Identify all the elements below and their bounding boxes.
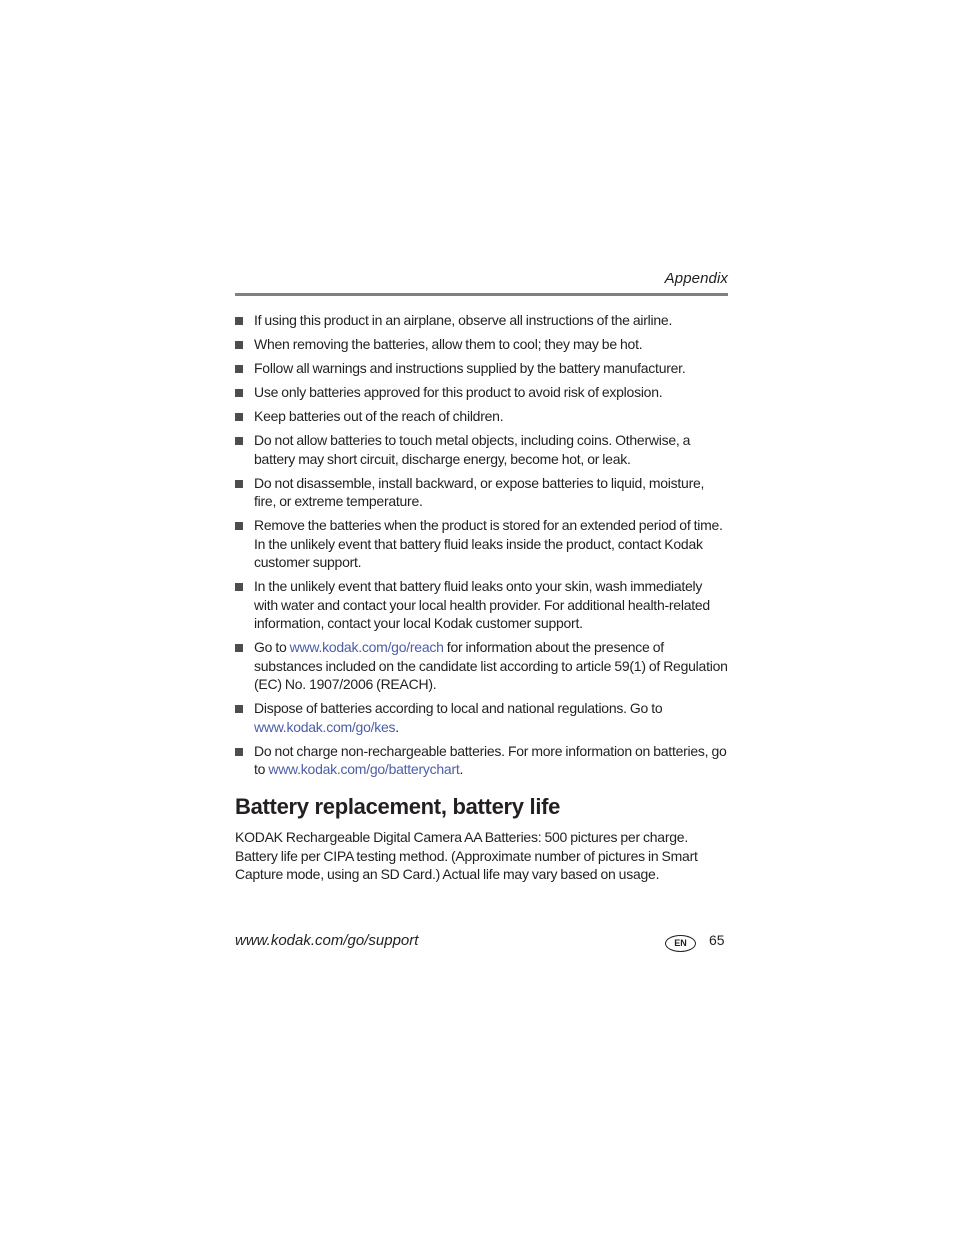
bullet-text-segment: Follow all warnings and instructions supplied by the battery manufacturer. bbox=[254, 360, 686, 376]
bullet-square-icon bbox=[235, 480, 243, 488]
bullet-text-segment: Do not disassemble, install backward, or expose batteries to liquid, moisture, fire, or extreme temperature. bbox=[254, 474, 705, 509]
bullet-text-segment: Do not allow batteries to touch metal objects, including coins. Otherwise, a battery may short circuit, discharge energy, become hot, or leak. bbox=[254, 432, 691, 467]
section-body: KODAK Rechargeable Digital Camera AA Batteries: 500 pictures per charge. Battery life per CIPA testing method. (Approximate number of pictures in Smart Capture mode, using an SD Card.) Actual life may vary based on usage. bbox=[235, 829, 698, 882]
web-link[interactable]: www.kodak.com/go/batterychart bbox=[268, 761, 460, 777]
safety-bullet-list bbox=[235, 311, 728, 784]
running-header: Appendix bbox=[664, 270, 728, 287]
bullet-text-segment: Go to bbox=[254, 639, 290, 655]
bullet-item bbox=[235, 359, 728, 378]
bullet-square-icon bbox=[235, 317, 243, 325]
bullet-text bbox=[254, 431, 728, 468]
bullet-item bbox=[235, 474, 728, 511]
manual-page bbox=[235, 0, 728, 1235]
footer-support-url[interactable]: www.kodak.com/go/support bbox=[235, 932, 419, 949]
bullet-square-icon bbox=[235, 437, 243, 445]
bullet-text-segment: In the unlikely event that battery fluid leaks onto your skin, wash immediately with water and contact your local health provider. For additional health-related information, contact your local Kodak customer support. bbox=[254, 578, 710, 631]
web-link[interactable]: www.kodak.com/go/reach bbox=[289, 639, 444, 655]
bullet-text-segment: If using this product in an airplane, observe all instructions of the airline. bbox=[254, 312, 673, 328]
bullet-text bbox=[254, 577, 728, 633]
bullet-text bbox=[254, 516, 728, 572]
bullet-square-icon bbox=[235, 341, 243, 349]
bullet-text-segment: Keep batteries out of the reach of children. bbox=[254, 408, 504, 424]
bullet-item bbox=[235, 742, 728, 779]
bullet-item bbox=[235, 383, 728, 402]
header-rule bbox=[235, 293, 728, 296]
section-title: Battery replacement, battery life bbox=[235, 794, 561, 819]
web-link[interactable]: www.kodak.com/go/kes bbox=[254, 718, 396, 735]
bullet-text-segment: Dispose of batteries according to local and national regulations. Go to bbox=[254, 700, 663, 716]
bullet-text bbox=[254, 359, 728, 378]
bullet-item bbox=[235, 577, 728, 633]
bullet-square-icon bbox=[235, 522, 243, 530]
bullet-text-segment: Use only batteries approved for this product to avoid risk of explosion. bbox=[254, 384, 663, 400]
page-number: 65 bbox=[709, 932, 725, 948]
bullet-item bbox=[235, 335, 728, 354]
bullet-square-icon bbox=[235, 583, 243, 591]
bullet-square-icon bbox=[235, 644, 243, 652]
bullet-text bbox=[254, 335, 728, 354]
bullet-square-icon bbox=[235, 365, 243, 373]
bullet-text-segment: . bbox=[459, 761, 464, 777]
bullet-text bbox=[254, 699, 728, 736]
bullet-item bbox=[235, 431, 728, 468]
bullet-text bbox=[254, 383, 728, 402]
bullet-text bbox=[254, 638, 728, 694]
bullet-text-segment: Do not charge non-rechargeable batteries. For more information on batteries, go to bbox=[254, 742, 727, 777]
bullet-square-icon bbox=[235, 748, 243, 756]
bullet-square-icon bbox=[235, 413, 243, 421]
bullet-text-segment: for information about the presence of substances included on the candidate list according to article 59(1) of Regulation (EC) No. 1907/2006 (REACH). bbox=[254, 639, 728, 692]
bullet-square-icon bbox=[235, 389, 243, 397]
bullet-item bbox=[235, 638, 728, 694]
bullet-text bbox=[254, 474, 728, 511]
bullet-text-segment: When removing the batteries, allow them to cool; they may be hot. bbox=[254, 336, 643, 352]
bullet-item bbox=[235, 699, 728, 736]
bullet-item bbox=[235, 407, 728, 426]
bullet-text-segment: . bbox=[395, 718, 399, 735]
bullet-text bbox=[254, 407, 728, 426]
bullet-item bbox=[235, 311, 728, 330]
bullet-text bbox=[254, 742, 728, 779]
bullet-text-segment: Remove the batteries when the product is stored for an extended period of time. In the unlikely event that battery fluid leaks inside the product, contact Kodak customer support. bbox=[254, 517, 723, 570]
bullet-text bbox=[254, 311, 728, 330]
bullet-item bbox=[235, 516, 728, 572]
language-badge: EN bbox=[665, 935, 696, 952]
bullet-square-icon bbox=[235, 705, 243, 713]
